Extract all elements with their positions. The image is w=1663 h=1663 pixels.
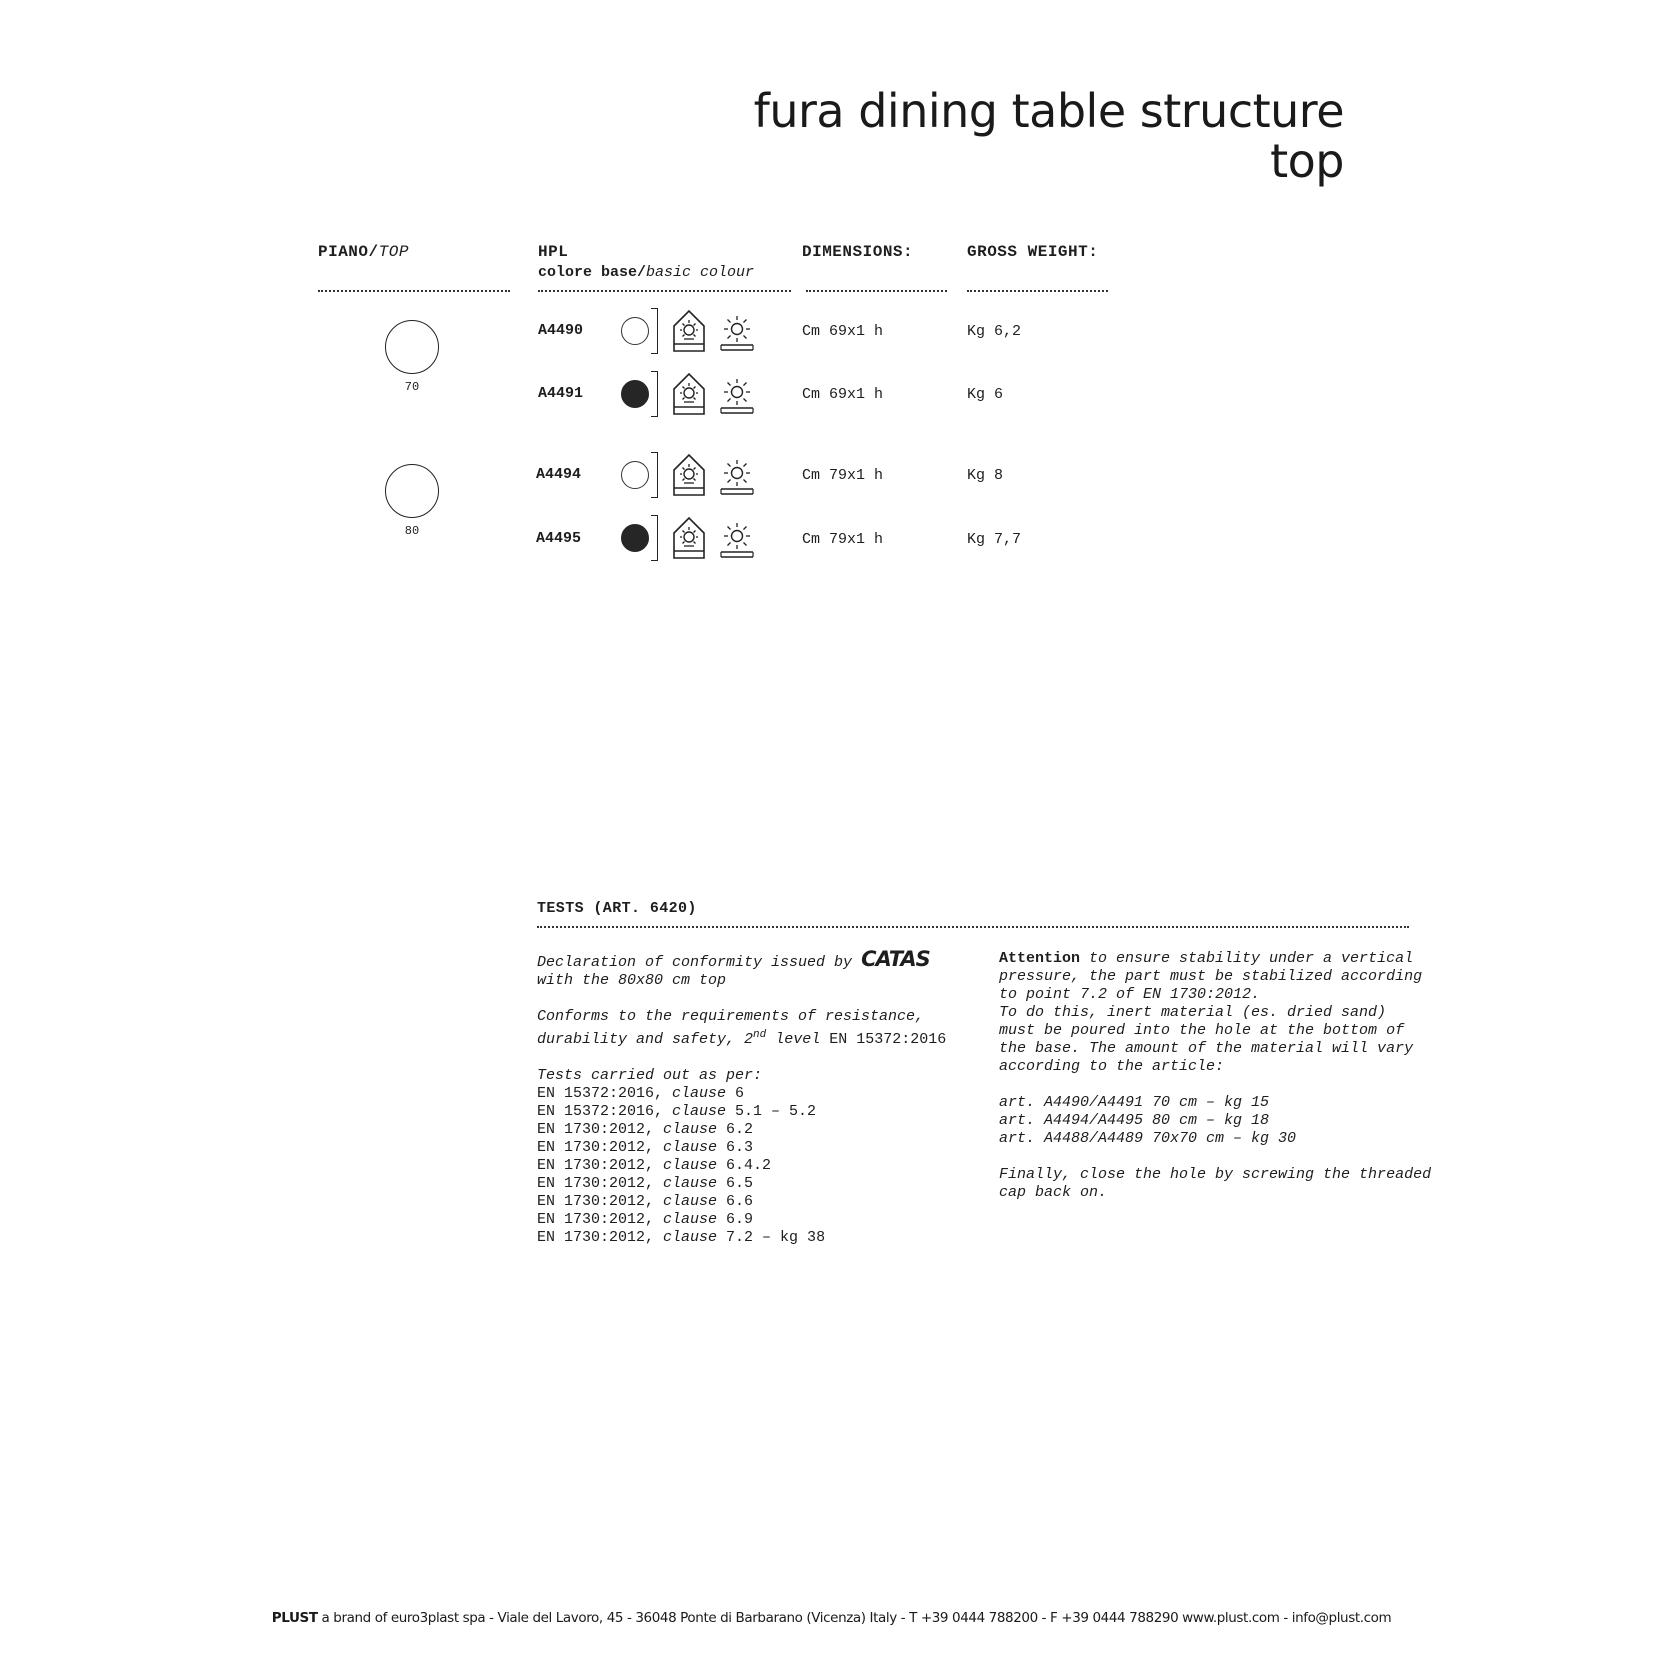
top-size-label: 70 xyxy=(404,380,420,394)
article-line: art. A4494/A4495 80 cm – kg 18 xyxy=(999,1112,1270,1129)
attention-line: must be poured into the hole at the bottom of xyxy=(999,1022,1405,1039)
spacer xyxy=(537,990,957,1008)
header-hpl: HPL xyxy=(538,243,569,261)
bracket-icon xyxy=(651,452,658,498)
header-colour: colore base/basic colour xyxy=(538,264,755,281)
header-dimensions: DIMENSIONS: xyxy=(802,243,914,261)
top-size-label: 80 xyxy=(404,524,420,538)
header-top: PIANO/TOP xyxy=(318,243,409,261)
indoor-house-icon xyxy=(671,371,707,417)
indoor-house-icon xyxy=(671,515,707,561)
attention-line: according to the article: xyxy=(999,1058,1225,1075)
attention-line: Attention to ensure stability under a vertical xyxy=(999,950,1414,967)
dimension-value: Cm 79x1 h xyxy=(802,467,884,484)
catas-logo: CATAS xyxy=(861,947,930,971)
white-colour-swatch-icon xyxy=(621,317,649,345)
article-code: A4491 xyxy=(538,385,584,402)
title-line-2: top xyxy=(1270,134,1344,188)
article-code: A4490 xyxy=(538,322,584,339)
attention-line: to point 7.2 of EN 1730:2012. xyxy=(999,986,1261,1003)
page-title xyxy=(754,86,1344,186)
title-line-1: fura dining table structure xyxy=(753,84,1344,138)
divider xyxy=(538,290,791,292)
clause-list xyxy=(537,1085,957,1247)
divider xyxy=(806,290,947,292)
header-gross-weight: GROSS WEIGHT: xyxy=(967,243,1099,261)
spacer xyxy=(999,1076,1419,1094)
clause-line: EN 1730:2012, clause 7.2 – kg 38 xyxy=(537,1229,826,1246)
clause-line: EN 1730:2012, clause 6.5 xyxy=(537,1175,754,1192)
weight-value: Kg 6 xyxy=(967,386,1004,403)
article-code: A4495 xyxy=(536,530,582,547)
attention-line: To do this, inert material (es. dried sand) xyxy=(999,1004,1387,1021)
clause-line: EN 1730:2012, clause 6.9 xyxy=(537,1211,754,1228)
tests-heading: TESTS (ART. 6420) xyxy=(537,900,697,917)
declaration-line: Declaration of conformity issued by CATAS xyxy=(537,947,930,971)
spacer xyxy=(537,1049,957,1067)
conforms-line: Conforms to the requirements of resistance, xyxy=(537,1008,925,1025)
dimension-value: Cm 69x1 h xyxy=(802,323,884,340)
attention-line: the base. The amount of the material will vary xyxy=(999,1040,1414,1057)
article-line: art. A4488/A4489 70x70 cm – kg 30 xyxy=(999,1130,1297,1147)
finally-line: cap back on. xyxy=(999,1184,1108,1201)
dimension-value: Cm 79x1 h xyxy=(802,531,884,548)
clause-line: EN 1730:2012, clause 6.6 xyxy=(537,1193,754,1210)
divider xyxy=(967,290,1108,292)
outdoor-sun-icon xyxy=(719,313,755,353)
article-code: A4494 xyxy=(536,466,582,483)
conforms-line: durability and safety, 2nd level EN 15372:2016 xyxy=(537,1029,947,1048)
clause-line: EN 1730:2012, clause 6.2 xyxy=(537,1121,754,1138)
clause-line: EN 15372:2016, clause 5.1 – 5.2 xyxy=(537,1103,817,1120)
spacer xyxy=(999,1148,1419,1166)
top-round-80-icon xyxy=(385,464,439,518)
footer: PLUST a brand of euro3plast spa - Viale del Lavoro, 45 - 36048 Ponte di Barbarano (Vicenza) Italy - T +39 0444 788200 - F +39 0444 788290 www.plust.com - info@plust.com xyxy=(271,1610,1392,1626)
bracket-icon xyxy=(651,308,658,354)
white-colour-swatch-icon xyxy=(621,461,649,489)
dark-colour-swatch-icon xyxy=(621,380,649,408)
dimension-value: Cm 69x1 h xyxy=(802,386,884,403)
tests-right-column xyxy=(999,950,1432,1202)
indoor-house-icon xyxy=(671,452,707,498)
bracket-icon xyxy=(651,515,658,561)
top-round-70-icon xyxy=(385,320,439,374)
divider xyxy=(537,926,1409,928)
outdoor-sun-icon xyxy=(719,376,755,416)
carried-heading: Tests carried out as per: xyxy=(537,1067,763,1084)
weight-value: Kg 7,7 xyxy=(967,531,1022,548)
clause-line: EN 1730:2012, clause 6.4.2 xyxy=(537,1157,772,1174)
indoor-house-icon xyxy=(671,308,707,354)
declaration-line: with the 80x80 cm top xyxy=(537,972,727,989)
bracket-icon xyxy=(651,371,658,417)
finally-line: Finally, close the hole by screwing the threaded xyxy=(999,1166,1432,1183)
outdoor-sun-icon xyxy=(719,520,755,560)
article-line: art. A4490/A4491 70 cm – kg 15 xyxy=(999,1094,1270,1111)
clause-line: EN 1730:2012, clause 6.3 xyxy=(537,1139,754,1156)
outdoor-sun-icon xyxy=(719,457,755,497)
divider xyxy=(318,290,510,292)
weight-value: Kg 6,2 xyxy=(967,323,1022,340)
dark-colour-swatch-icon xyxy=(621,524,649,552)
weight-value: Kg 8 xyxy=(967,467,1004,484)
clause-line: EN 15372:2016, clause 6 xyxy=(537,1085,745,1102)
attention-line: pressure, the part must be stabilized according xyxy=(999,968,1423,985)
tests-left-column xyxy=(537,947,957,1247)
